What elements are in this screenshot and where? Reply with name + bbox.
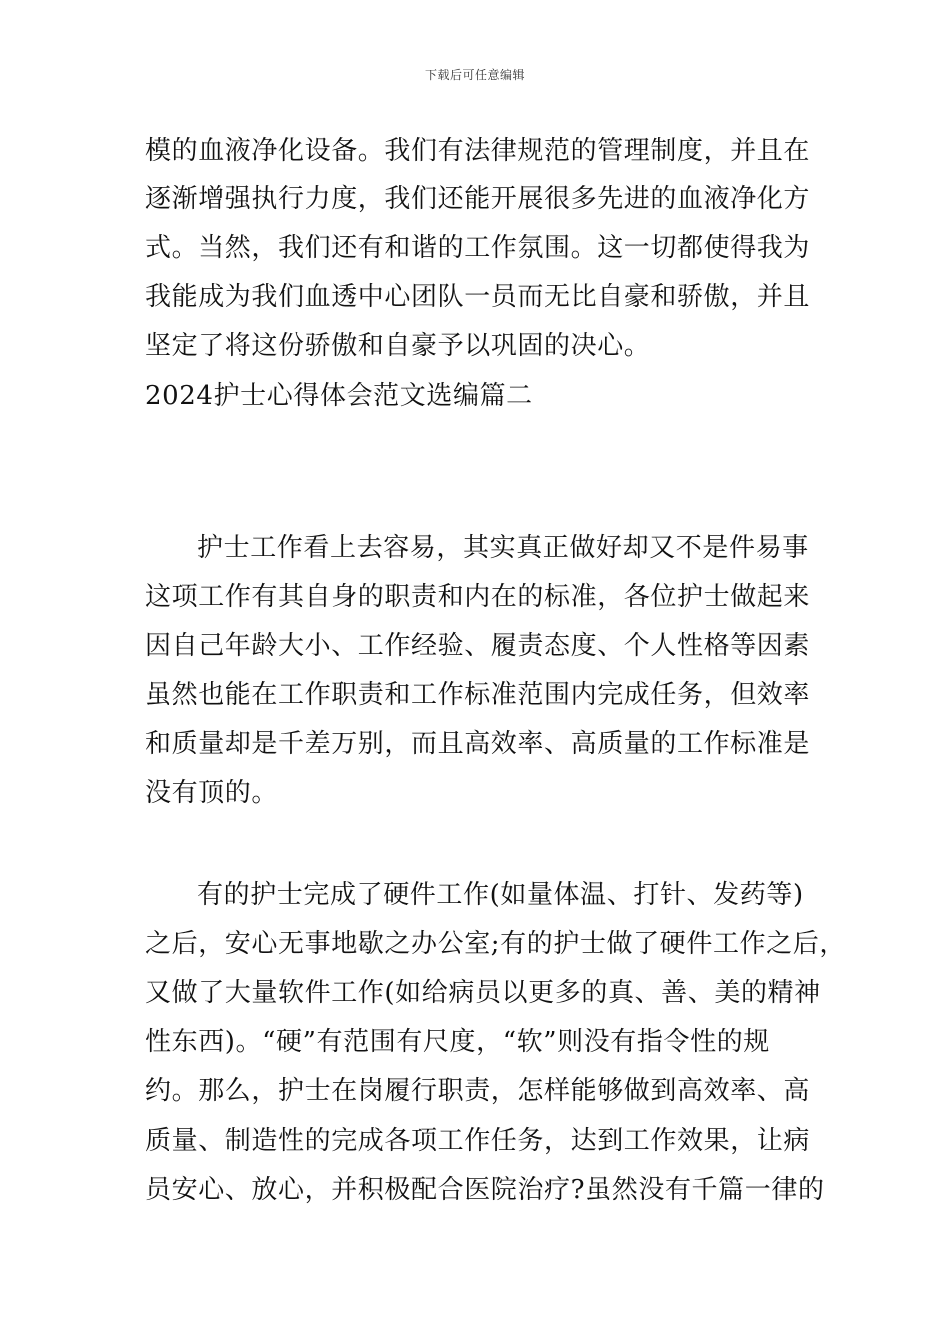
paragraph-line: 坚定了将这份骄傲和自豪予以巩固的决心。 bbox=[145, 331, 651, 361]
paragraph-line: 我能成为我们血透中心团队一员而无比自豪和骄傲，并且 bbox=[145, 282, 811, 312]
section-heading: 2024护士心得体会范文选编篇二 bbox=[145, 381, 533, 411]
paragraph-line: 质量、制造性的完成各项工作任务，达到工作效果，让病 bbox=[145, 1126, 811, 1156]
paragraph-line: 之后，安心无事地歇之办公室;有的护士做了硬件工作之后， bbox=[145, 929, 846, 959]
header-note: 下载后可任意编辑 bbox=[424, 68, 525, 82]
paragraph-line: 约。那么，护士在岗履行职责，怎样能够做到高效率、高 bbox=[145, 1076, 811, 1106]
paragraph-line: 虽然也能在工作职责和工作标准范围内完成任务，但效率 bbox=[145, 680, 811, 710]
paragraph-line: 逐渐增强执行力度，我们还能开展很多先进的血液净化方 bbox=[145, 184, 811, 214]
paragraph-line: 和质量却是千差万别，而且高效率、高质量的工作标准是 bbox=[145, 729, 811, 759]
paragraph-line: 这项工作有其自身的职责和内在的标准，各位护士做起来 bbox=[145, 582, 811, 612]
paragraph-line: 护士工作看上去容易，其实真正做好却又不是件易事 bbox=[197, 533, 809, 563]
paragraph-line: 有的护士完成了硬件工作(如量体温、打针、发药等) bbox=[197, 880, 804, 910]
paragraph-line: 员安心、放心，并积极配合医院治疗?虽然没有千篇一律的 bbox=[145, 1175, 825, 1205]
paragraph-line: 又做了大量软件工作(如给病员以更多的真、善、美的精神 bbox=[145, 978, 821, 1008]
paragraph-line: 性东西)。“硬”有范围有尺度，“软”则没有指令性的规 bbox=[145, 1027, 770, 1057]
paragraph-line: 式。当然，我们还有和谐的工作氛围。这一切都使得我为 bbox=[145, 233, 811, 263]
paragraph-line: 模的血液净化设备。我们有法律规范的管理制度，并且在 bbox=[145, 136, 811, 166]
paragraph-line: 没有顶的。 bbox=[145, 778, 279, 808]
paragraph-line: 因自己年龄大小、工作经验、履责态度、个人性格等因素 bbox=[145, 631, 811, 661]
